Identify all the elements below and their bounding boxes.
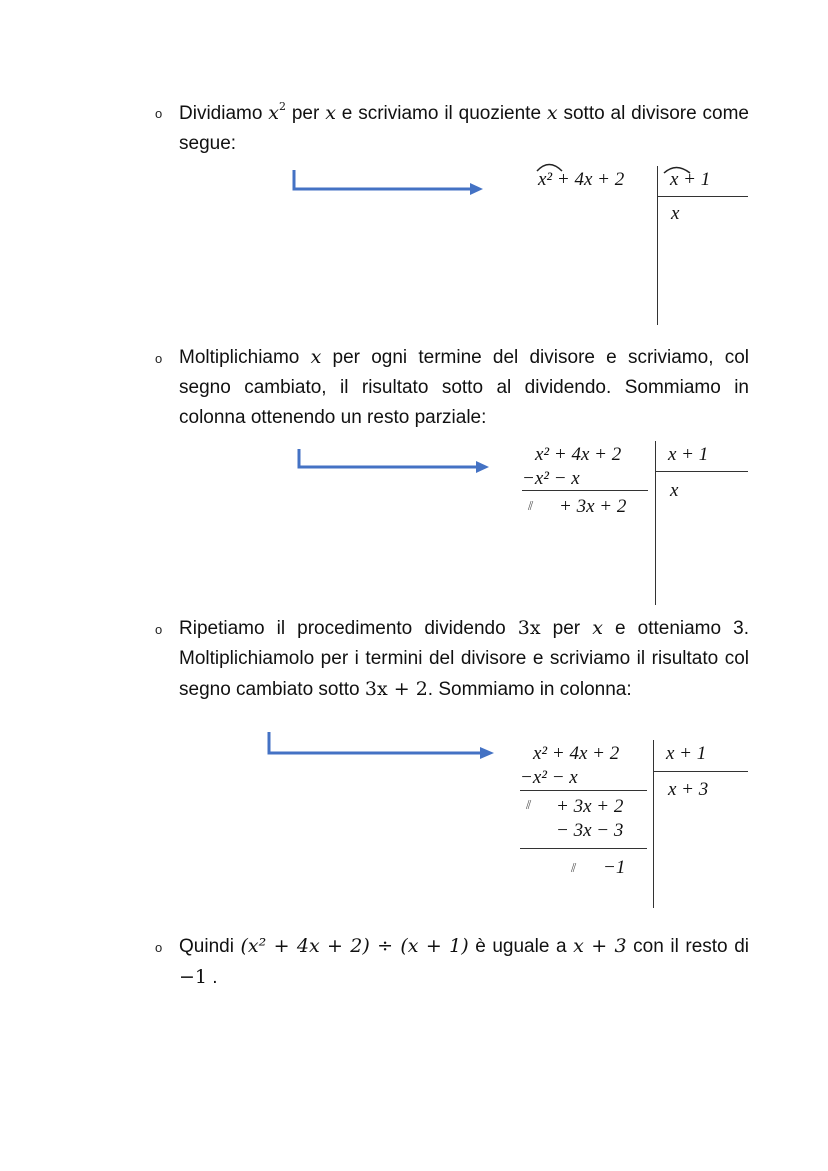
bullet-marker: o [155, 106, 163, 121]
remainder: −1 [603, 857, 626, 878]
subtract-line: −x² − x [520, 767, 578, 788]
partial-remainder: + 3x + 2 [556, 796, 624, 817]
division-rule-vertical [653, 740, 654, 908]
division-rule-horizontal [657, 196, 748, 197]
step-4-text: Quindi (x² + 4x + 2) ÷ (x + 1) è uguale a x + 3 con il resto di −1 . [179, 935, 749, 988]
arrow-icon [294, 170, 483, 195]
bullet-marker: o [155, 351, 163, 366]
division-rule-horizontal [655, 471, 748, 472]
arrow-icon [299, 449, 489, 473]
cancel-mark: ⫽ [526, 798, 532, 812]
divisor: x + 1 [668, 444, 709, 465]
cancel-mark: ⫽ [528, 499, 534, 513]
quotient: x + 3 [668, 779, 709, 800]
cancel-mark: ⫽ [571, 861, 577, 875]
sum-rule [522, 490, 648, 491]
subtract-line-2: − 3x − 3 [556, 820, 624, 841]
step-2-text: Moltiplichiamo x per ogni termine del divisore e scriviamo, col segno cambiato, il risultato sotto al dividendo. Sommiamo in colonna ottenendo un resto parziale: [179, 346, 749, 428]
sum-rule [520, 790, 647, 791]
dividend: x² + 4x + 2 [538, 169, 625, 190]
step-1-text: Dividiamo $x^2$ per x e scriviamo il quoziente x sotto al divisore come segue: [179, 100, 749, 154]
division-rule-vertical [657, 166, 658, 325]
subtract-line: −x² − x [522, 468, 580, 489]
bullet-marker: o [155, 622, 163, 637]
dividend: x² + 4x + 2 [533, 743, 620, 764]
partial-remainder: + 3x + 2 [559, 496, 627, 517]
sum-rule [520, 848, 647, 849]
division-rule-vertical [655, 441, 656, 605]
division-rule-horizontal [653, 771, 748, 772]
divisor: x + 1 [670, 169, 711, 190]
bullet-marker: o [155, 940, 163, 955]
step-3-text: Ripetiamo il procedimento dividendo 3x per x e otteniamo 3. Moltiplichiamolo per i termini del divisore e scriviamo il risultato col segno cambiato sotto 3x + 2. Sommiamo in colonna: [179, 617, 749, 700]
quotient: x [670, 480, 679, 501]
quotient: x [671, 203, 680, 224]
dividend: x² + 4x + 2 [535, 444, 622, 465]
arrow-icon [269, 732, 494, 759]
divisor: x + 1 [666, 743, 707, 764]
